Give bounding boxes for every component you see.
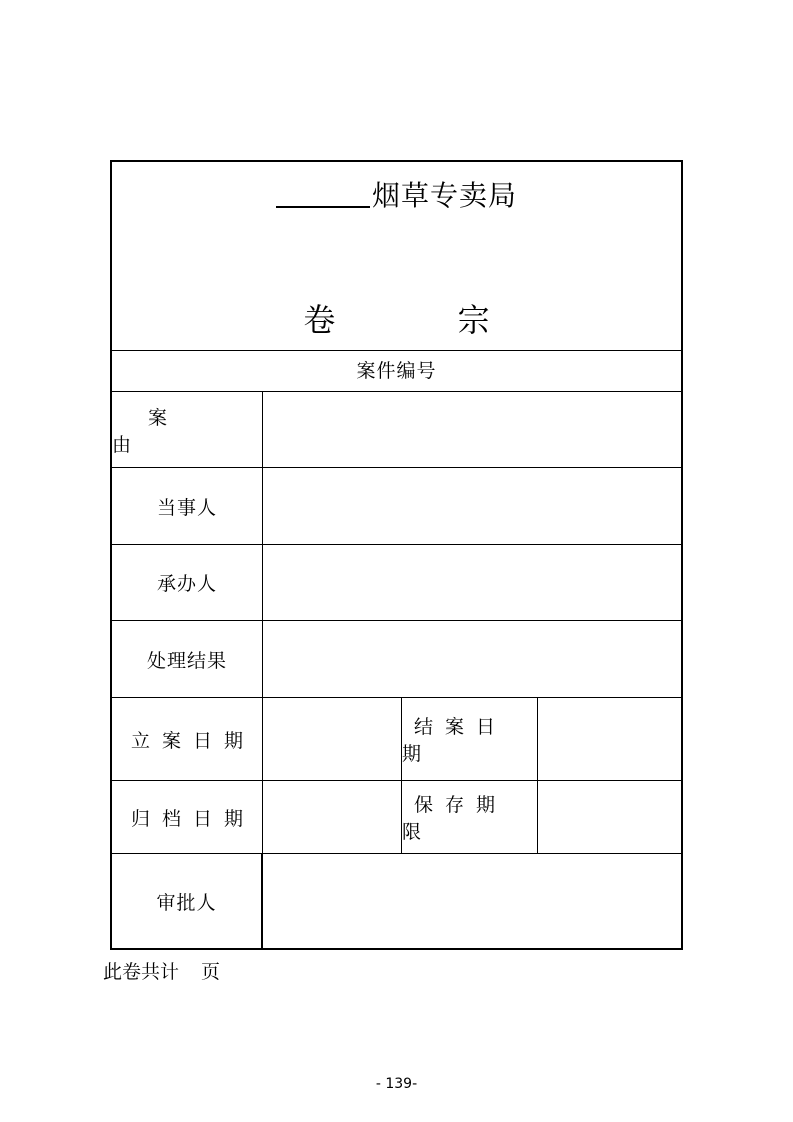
dates-row-1 [112,698,681,781]
agency-line [112,178,681,214]
page-count-note [103,958,220,986]
file-title: 卷 宗 [303,301,546,339]
handler-label: 承办人 [112,545,263,620]
cause-row [112,392,681,468]
result-field[interactable] [263,621,681,697]
agency-name-blank[interactable] [276,178,370,208]
result-label: 处理结果 [112,621,263,697]
cause-label: 案 由 [112,392,263,467]
approver-field[interactable] [263,854,681,948]
filing-date-field[interactable] [263,698,402,780]
closing-date-field[interactable] [538,698,681,780]
party-field[interactable] [263,468,681,544]
handler-row [112,545,681,621]
retention-field[interactable] [538,781,681,853]
file-cover-form [110,160,683,950]
dates-row-2 [112,781,681,854]
approver-row [112,854,681,948]
party-label: 当事人 [112,468,263,544]
cause-field[interactable] [263,392,681,467]
filing-date-label: 立案日期 [112,698,263,780]
agency-suffix: 烟草专卖局 [371,179,517,212]
case-number-label: 案件编号 [356,360,437,382]
retention-label: 保存期限 [402,781,538,853]
approver-label: 审批人 [112,854,263,948]
archive-date-field[interactable] [263,781,402,853]
party-row [112,468,681,545]
page-number: - 139- [375,1076,418,1092]
result-row [112,621,681,698]
page-count-prefix: 此卷共计 [103,961,180,983]
case-number-row [112,350,681,392]
archive-date-label: 归档日期 [112,781,263,853]
form-header [112,162,681,351]
page-count-suffix: 页 [201,961,221,983]
handler-field[interactable] [263,545,681,620]
closing-date-label: 结案日期 [402,698,538,780]
